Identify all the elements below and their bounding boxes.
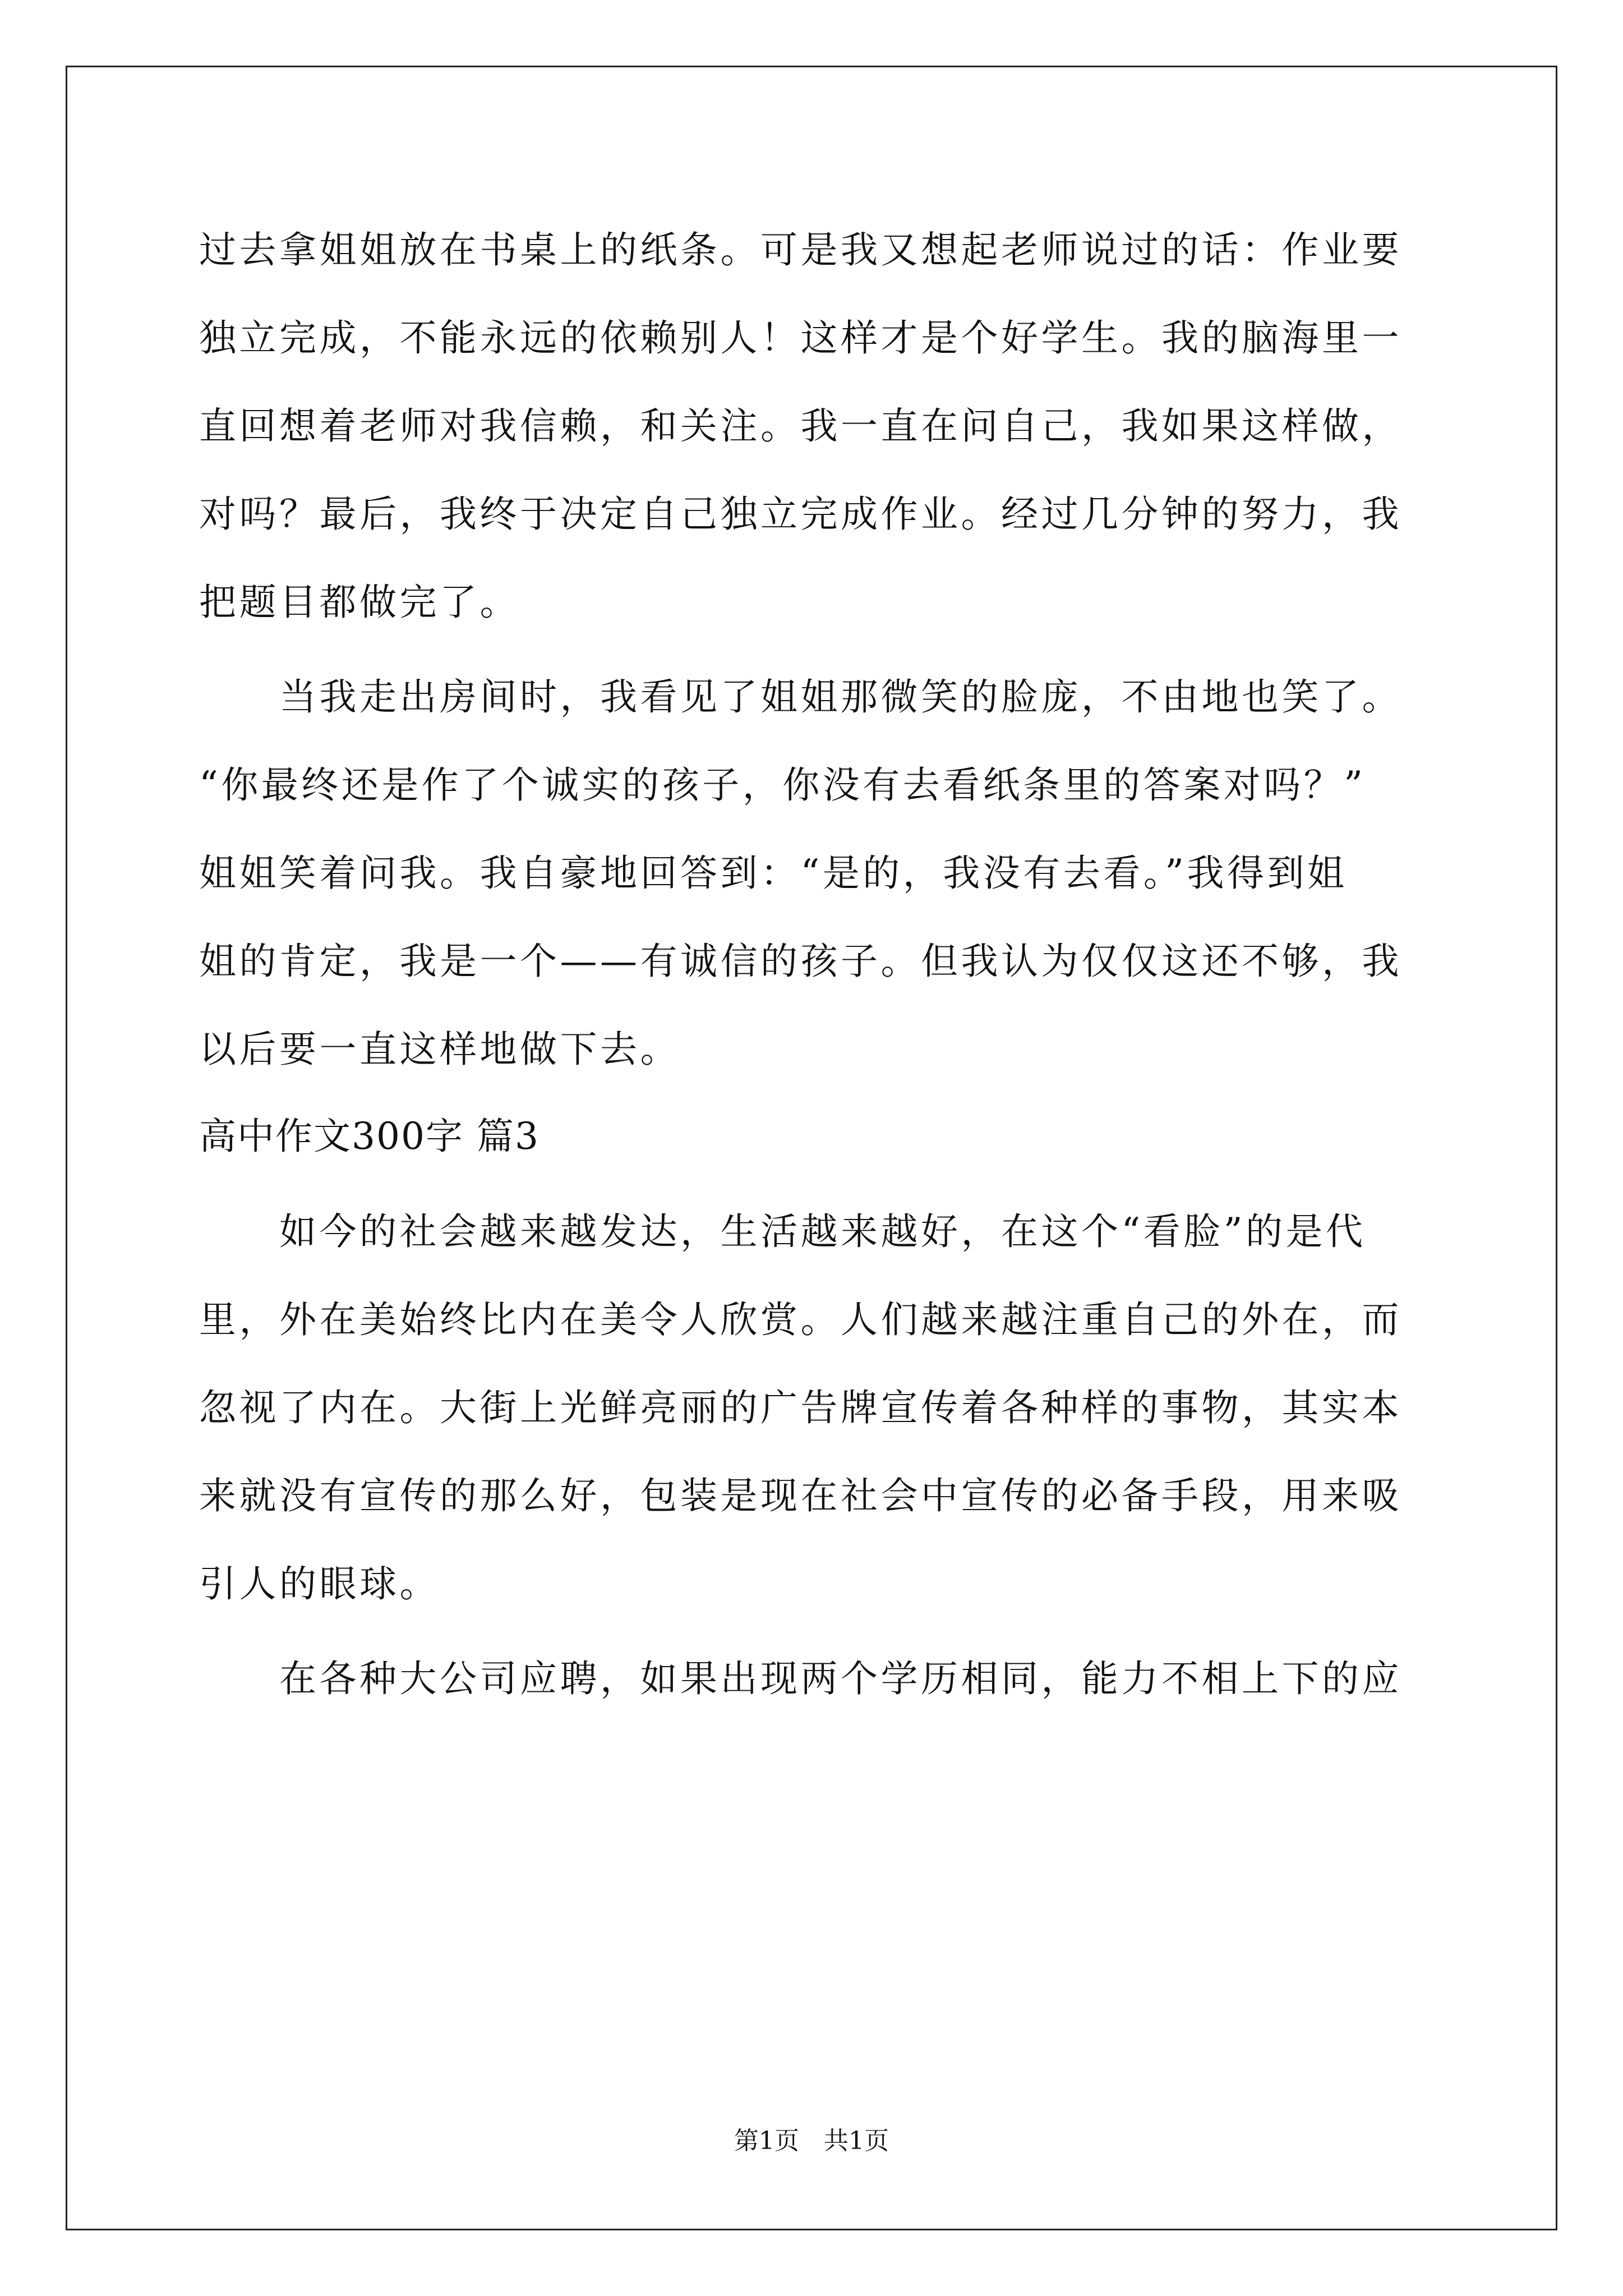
text-line: 来就没有宣传的那么好，包装是现在社会中宣传的必备手段，用来吸: [199, 1474, 1402, 1517]
text-line: 里，外在美始终比内在美令人欣赏。人们越来越注重自己的外在，而: [199, 1298, 1402, 1341]
text-line: 对吗？最后，我终于决定自己独立完成作业。经过几分钟的努力，我: [199, 493, 1402, 536]
text-line: 过去拿姐姐放在书桌上的纸条。可是我又想起老师说过的话：作业要: [199, 228, 1402, 272]
text-line: “你最终还是作了个诚实的孩子，你没有去看纸条里的答案对吗？”: [199, 763, 1366, 807]
text-line: 直回想着老师对我信赖，和关注。我一直在问自己，我如果这样做，: [199, 404, 1402, 448]
text-line: 忽视了内在。大街上光鲜亮丽的广告牌宣传着各种样的事物，其实本: [199, 1386, 1402, 1429]
text-line: 以后要一直这样地做下去。: [199, 1028, 680, 1071]
page-footer: 第1页 共1页: [734, 2127, 889, 2155]
section-heading: 高中作文300字 篇3: [199, 1115, 540, 1158]
text-line: 独立完成，不能永远的依赖别人！这样才是个好学生。我的脑海里一: [199, 316, 1402, 360]
text-line: 当我走出房间时，我看见了姐姐那微笑的脸庞，不由地也笑了。: [199, 675, 1402, 719]
text-line: 把题目都做完了。: [199, 581, 520, 624]
text-line: 在各种大公司应聘，如果出现两个学历相同，能力不相上下的应: [199, 1657, 1402, 1700]
text-line: 如今的社会越来越发达，生活越来越好，在这个“看脸”的是代: [199, 1210, 1366, 1253]
text-line: 引人的眼球。: [199, 1562, 440, 1605]
text-line: 姐姐笑着问我。我自豪地回答到：“是的，我没有去看。”我得到姐: [199, 852, 1348, 895]
text-line: 姐的肯定，我是一个——有诚信的孩子。但我认为仅仅这还不够，我: [199, 940, 1402, 983]
